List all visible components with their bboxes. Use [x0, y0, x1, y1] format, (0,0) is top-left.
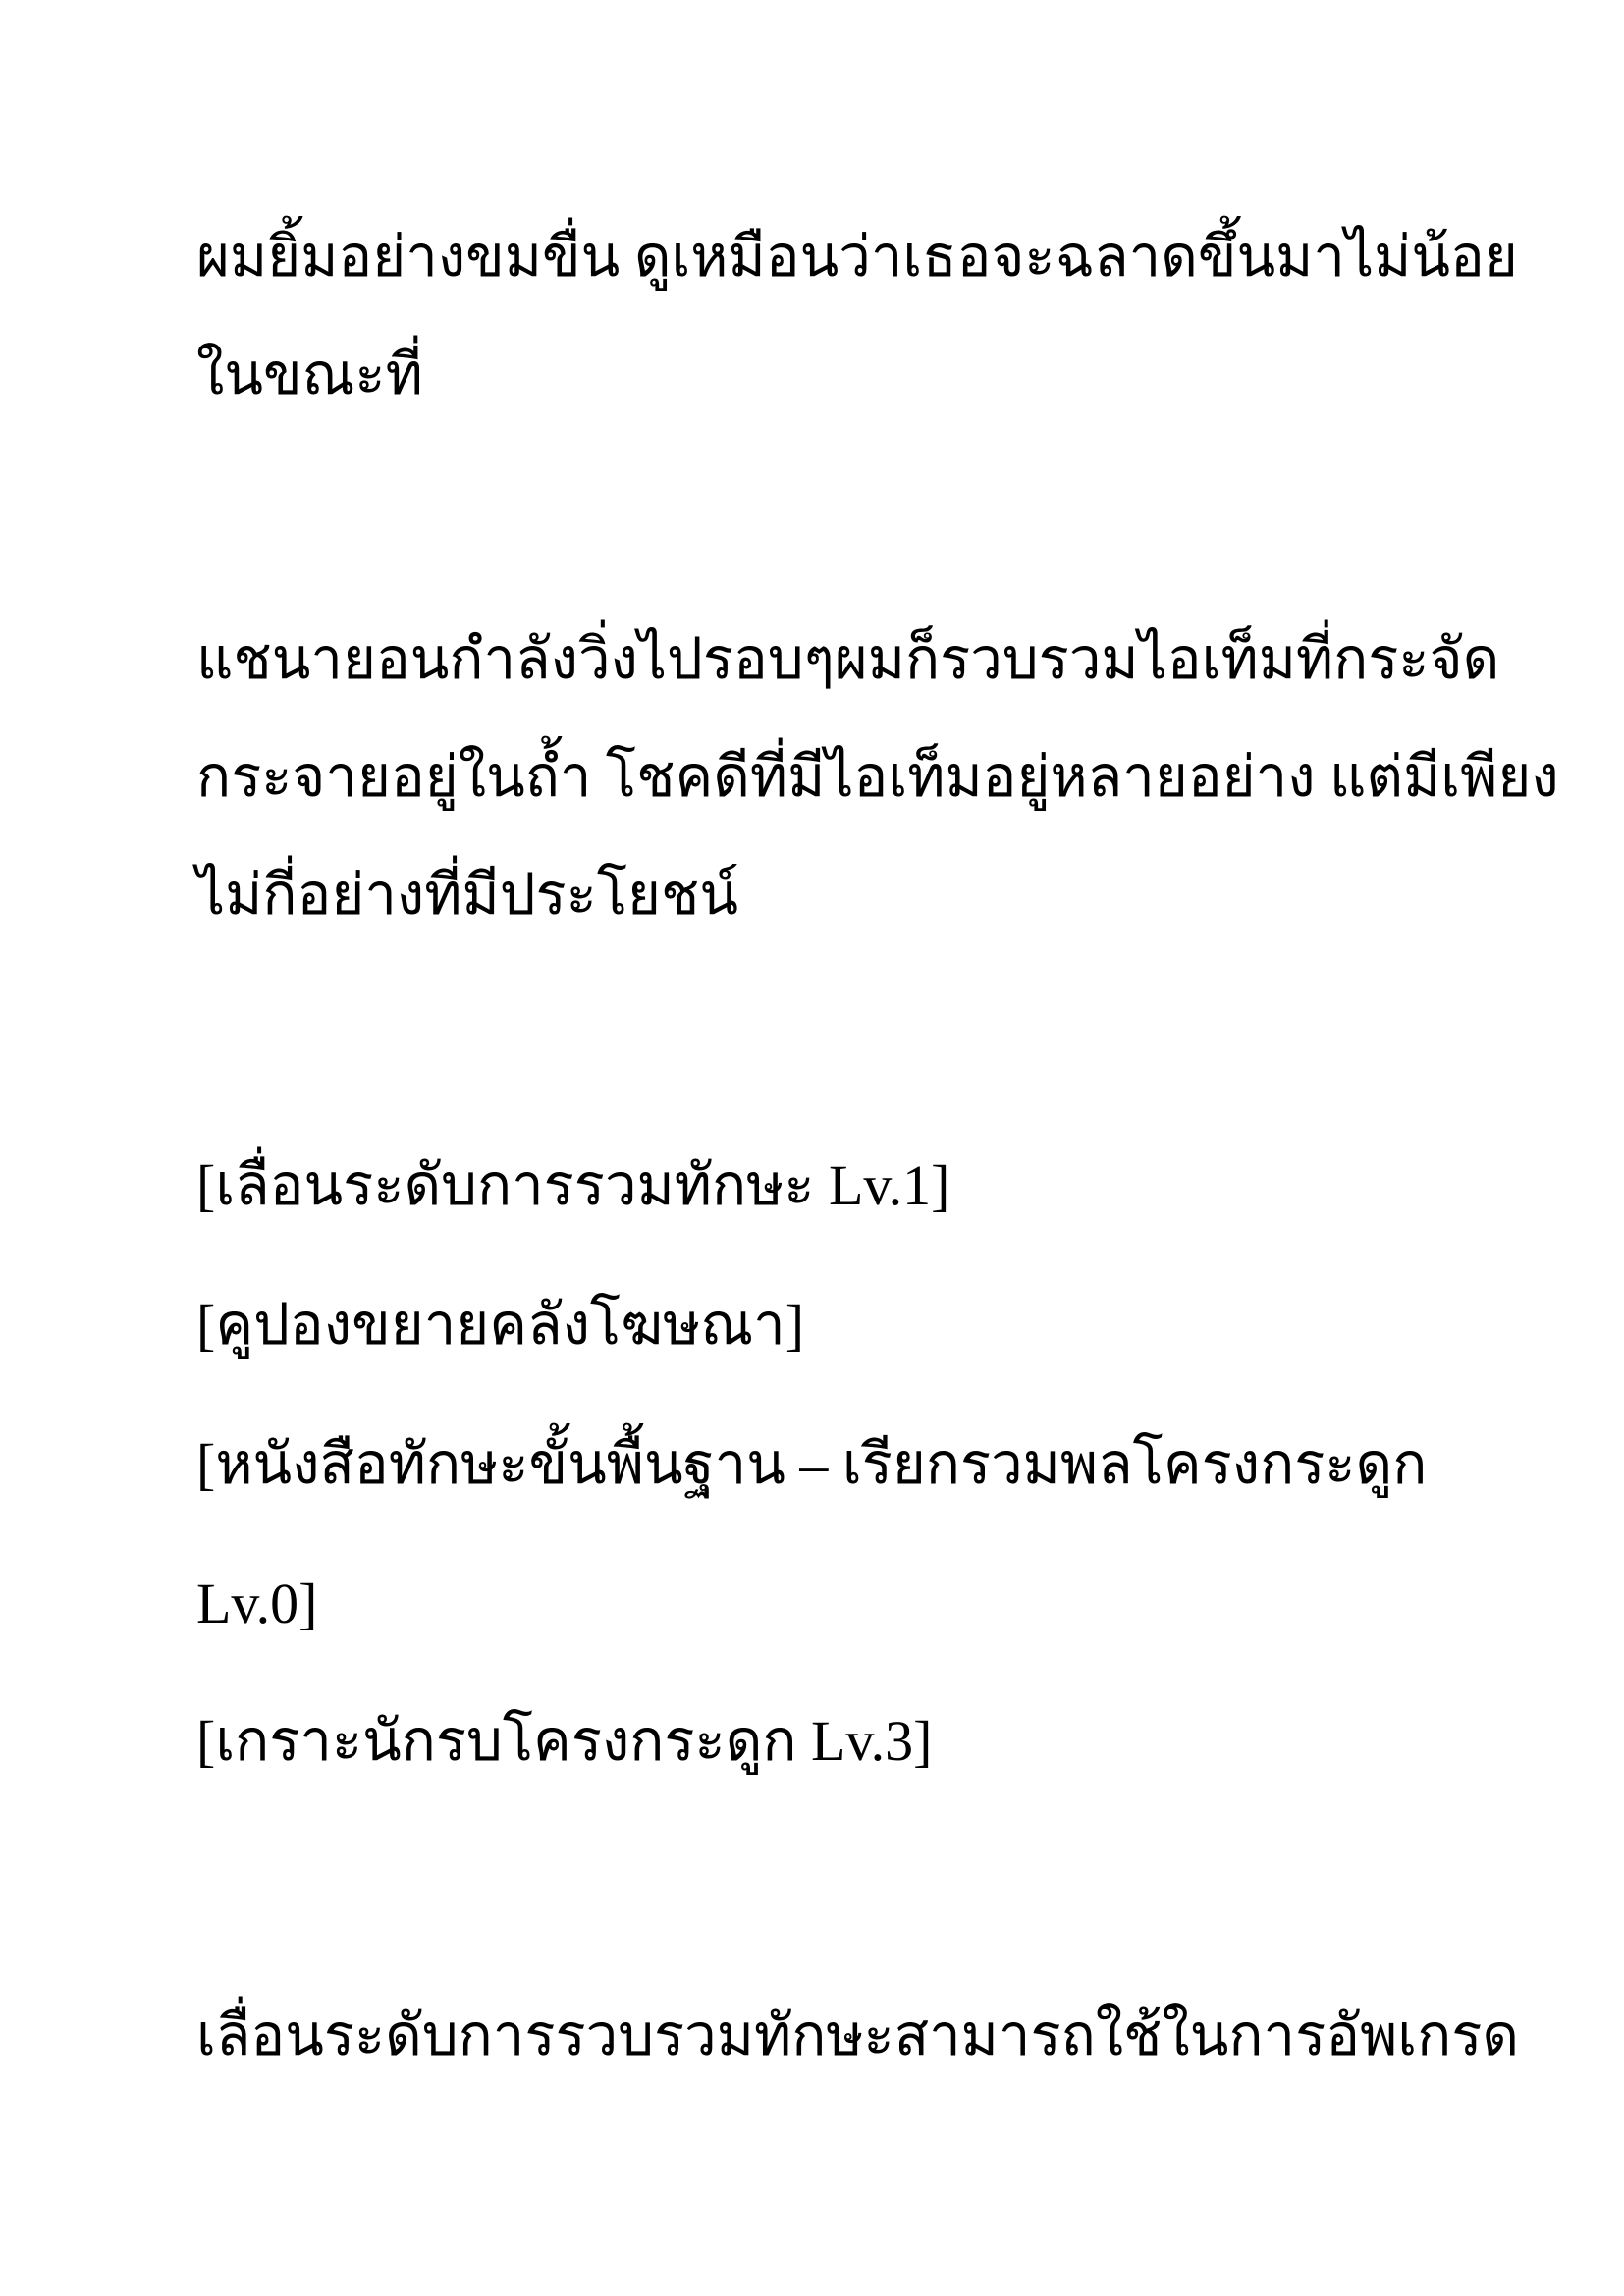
paragraph-2-line-3: ไม่กี่อย่างที่มีประโยชน์ [196, 863, 738, 927]
item-line-5: [เกราะนักรบโครงกระดูก Lv.3] [196, 1709, 933, 1773]
item-line-4: Lv.0] [196, 1572, 318, 1635]
paragraph-2-line-1: แชนายอนกำลังวิ่งไปรอบๆผมก็รวบรวมไอเท็มที่กระจัด [196, 627, 1500, 691]
item-line-3: [หนังสือทักษะขั้นพื้นฐาน – เรียกรวมพลโครงกระดูก [196, 1432, 1428, 1496]
paragraph-1-line-1: ผมยิ้มอย่างขมขื่น ดูเหมือนว่าเธอจะฉลาดขึ้นมาไม่น้อย [196, 225, 1518, 289]
item-line-1: [เลื่อนระดับการรวมทักษะ Lv.1] [196, 1153, 950, 1217]
paragraph-1-line-2: ในขณะที่ [196, 343, 423, 406]
item-line-2: [คูปองขยายคลังโฆษณา] [196, 1293, 805, 1357]
paragraph-2-line-2: กระจายอยู่ในถ้ำ โชคดีที่มีไอเท็มอยู่หลายอย่าง แต่มีเพียง [196, 745, 1559, 809]
paragraph-3-line-1: เลื่อนระดับการรวบรวมทักษะสามารถใช้ในการอัพเกรด [196, 2003, 1520, 2067]
